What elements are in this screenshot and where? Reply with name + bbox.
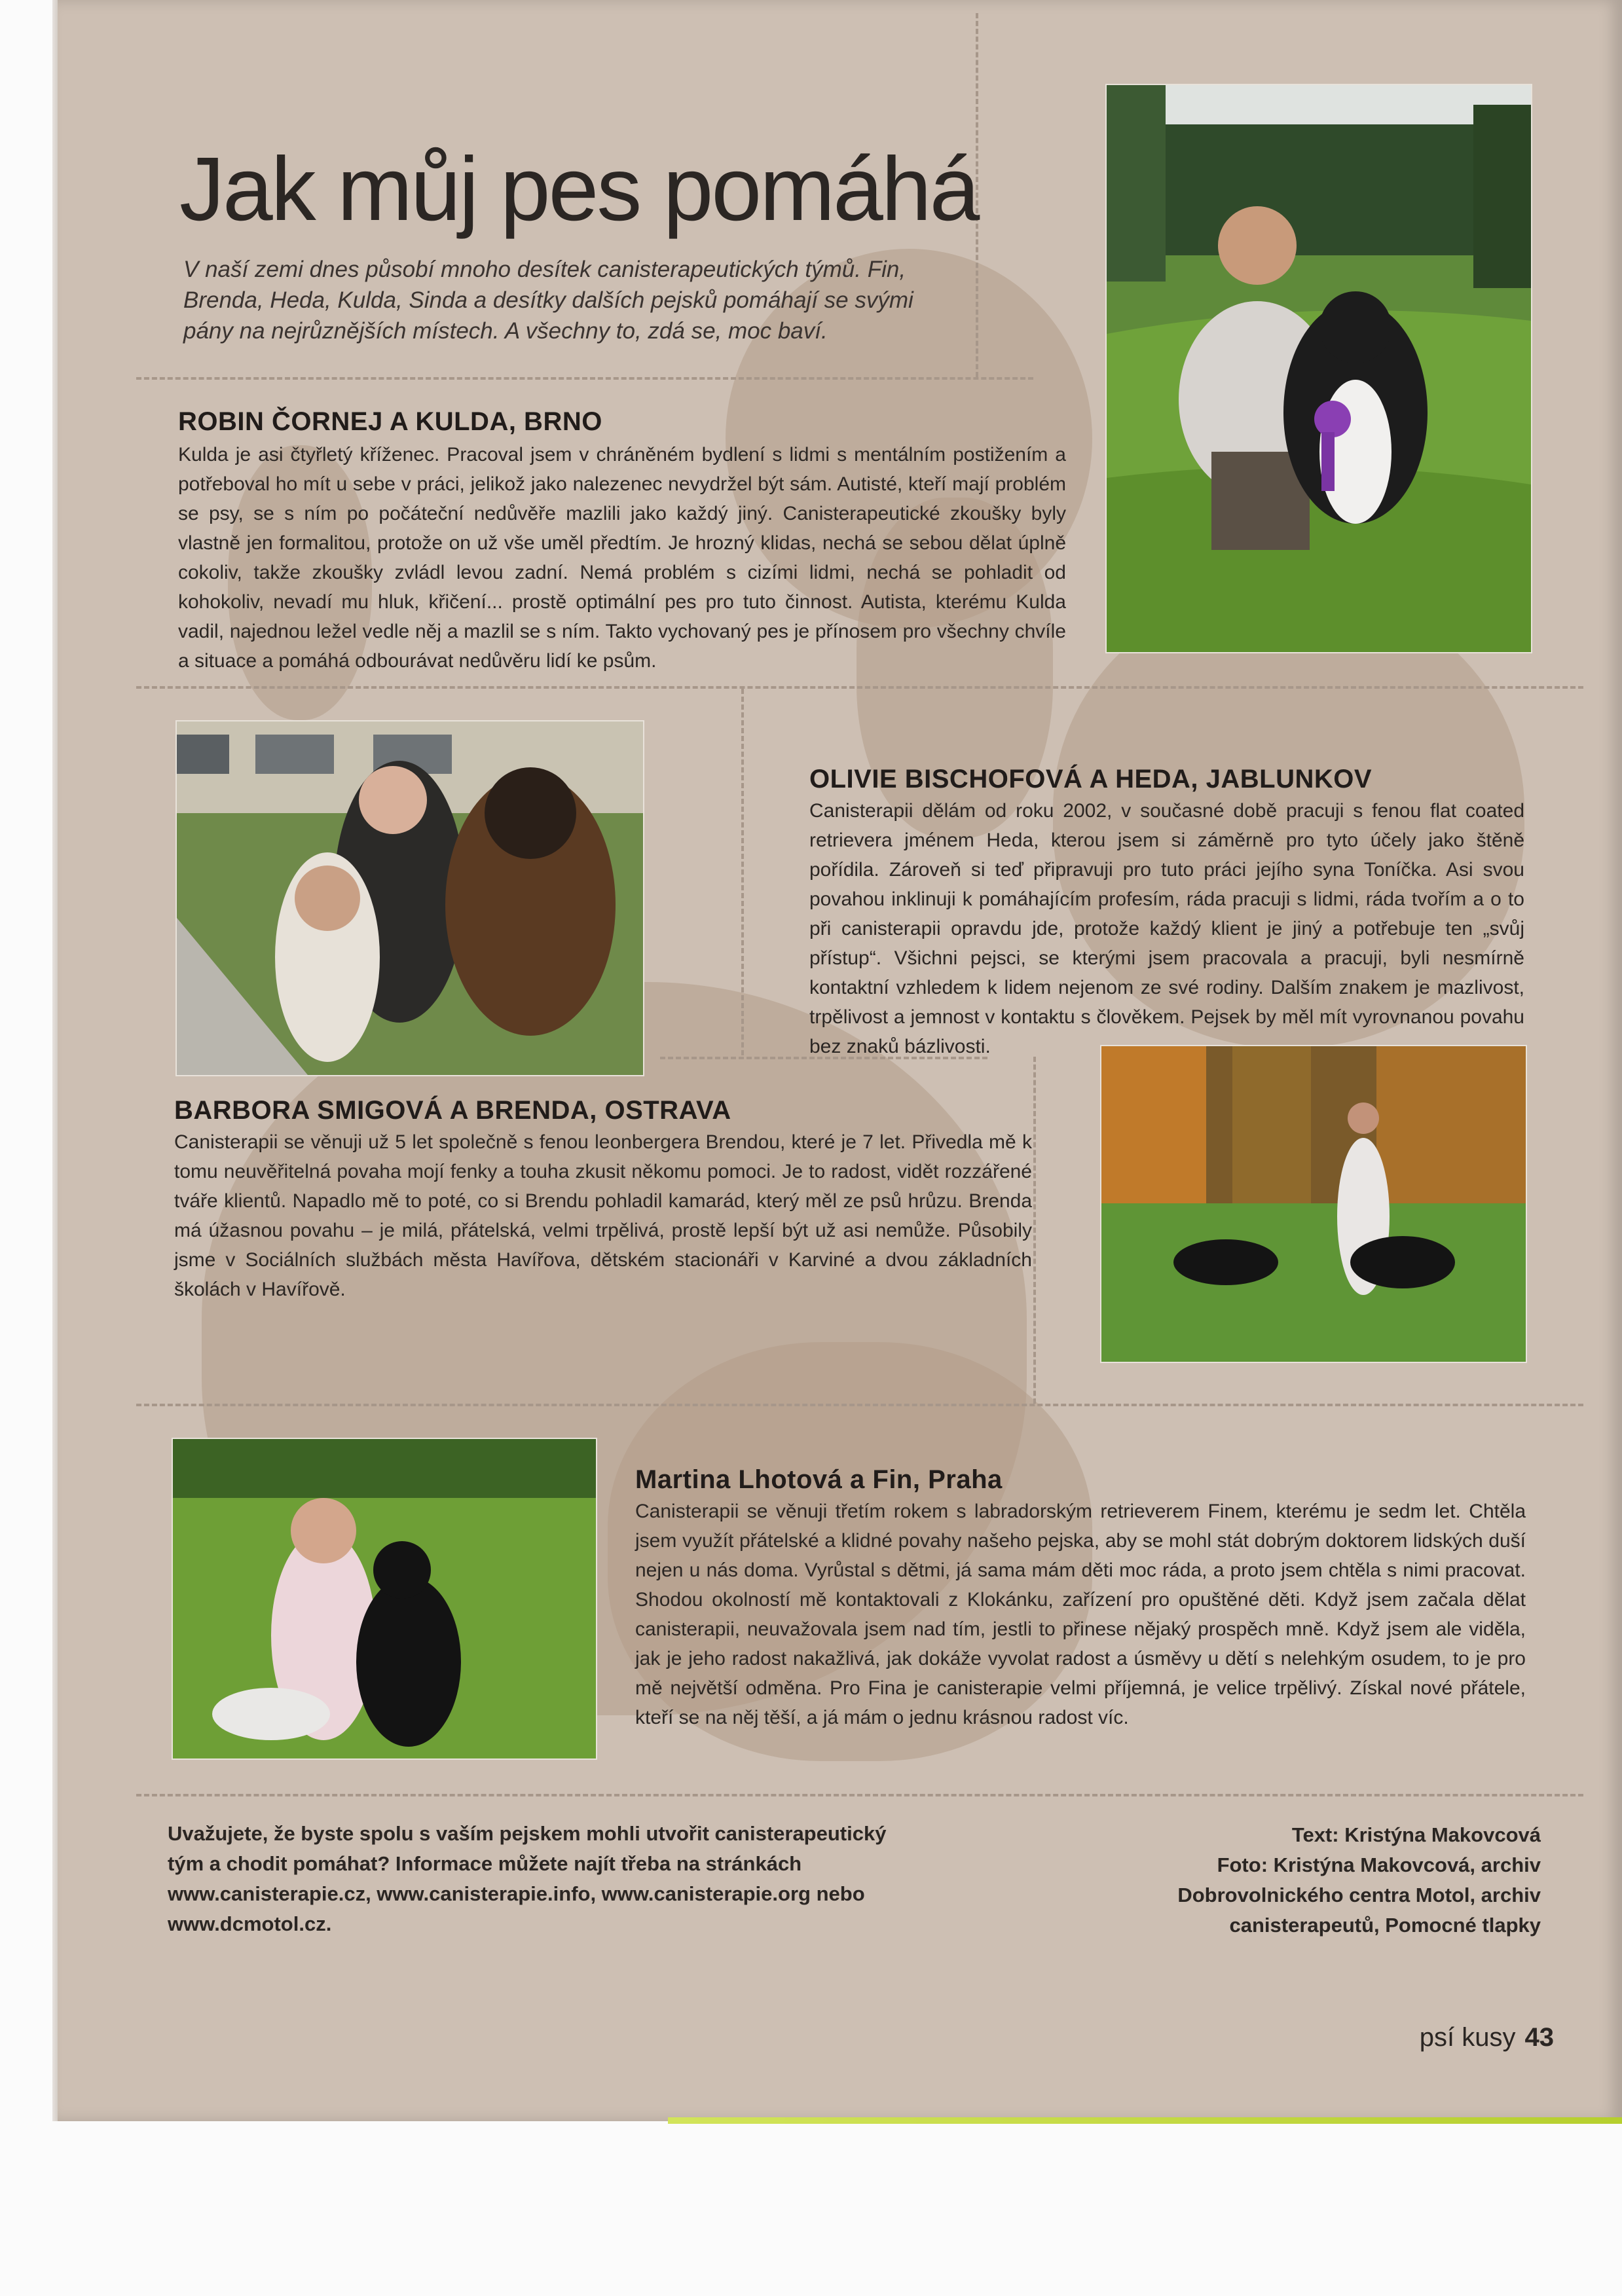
divider bbox=[136, 377, 1033, 380]
section-text-robin-kulda: Kulda je asi čtyřletý kříženec. Pracoval jsem v chráněném bydlení s lidmi s mentálním postižením a potřeboval ho mít u sebe v práci, jelikož jako nalezenec nevydržel být sám. Autisté, kteří mají problém se psy, se s ním po počáteční nedůvěře mazlili jako každý jiný. Canisterapeutické zkoušky byly vlastně jen formalitou, protože on už vše uměl předtím. Je hrozný klidas, nechá se sebou dělat úplně cokoliv, takže zkoušky zvládl levou zadní. Nemá problém s cizími lidmi, nechá se pohladit od kohokoliv, nevadí mu hluk, křičení... prostě optimální pes pro tuto činnost. Autista, kterému Kulda vadil, najednou ležel vedle něj a mazlil se s ním. Takto vychovaný pes je přínosem pro všechny chvíle a situace a pomáhá odbourávat nedůvěru lidí ke psům. bbox=[178, 444, 1066, 672]
divider bbox=[1033, 1057, 1036, 1404]
section-heading-martina-fin: Martina Lhotová a Fin, Praha bbox=[635, 1465, 1003, 1494]
page-number: 43 bbox=[1524, 2023, 1554, 2052]
article-title: Jak můj pes pomáhá bbox=[179, 139, 978, 240]
section-heading-olivie-heda: OLIVIE BISCHOFOVÁ A HEDA, JABLUNKOV bbox=[809, 765, 1373, 793]
info-note: Uvažujete, že byste spolu s vaším pejskem mohli utvořit canisterapeutický tým a chodit pomáhat? Informace můžete najít třeba na stránkách www.canisterapie.cz, www.canisterapie.info, www.canisterapie.org nebo www.dcmotol.cz. bbox=[168, 1822, 887, 1935]
photo-robin-kulda bbox=[1105, 84, 1532, 653]
section-text-barbora-brenda: Canisterapii se věnuji už 5 let společně s fenou leonbergera Brendou, které je 7 let. Přivedla mě k tomu neuvěřitelná povaha mojí fenky a touha zkusit někomu pomoci. Je to radost, vidět rozzářené tváře klientů. Napadlo mě to poté, co si Brendu pohladil kamarád, který měl ze psů hrůzu. Brenda má úžasnou povahu – je milá, přátelská, velmi trpělivá, prostě lepší být už asi nemůže. Působily jsme v Sociálních službách města Havířova, dětském stacionáři v Karviné a dvou základních školách v Havířově. bbox=[174, 1131, 1032, 1300]
divider bbox=[136, 1404, 1583, 1406]
page-folio bbox=[1420, 2023, 1554, 2052]
credit-photo: Foto: Kristýna Makovcová, archiv bbox=[1217, 1853, 1541, 1876]
photo-martina-fin bbox=[172, 1438, 597, 1760]
divider bbox=[741, 689, 744, 1055]
section-text-olivie-heda: Canisterapii dělám od roku 2002, v současné době pracuji s fenou flat coated retrievera jménem Heda, kterou jsem si záměrně pro tyto účely jako štěně pořídila. Zároveň si teď připravuji pro tuto práci jejího syna Toníčka. Asi svou povahou inklinuji k pomáhajícím profesím, ráda pracuji s lidmi, ráda tvořím a o to při canisterapii opravdu jde, protože každý klient je jiný a potřebuje ten „svůj přístup“. Všichni pejsci, se kterými jsem pracovala a pracuji, byli nesmírně kontaktní vzhledem k lidem nejenom ze své rodiny. Dalším znakem je mazlivost, trpělivost a jemnost v kontaktu s člověkem. Pejsek by měl mít vyrovnanou povahu bez znaků bázlivosti. bbox=[809, 800, 1524, 1057]
credit-photo-cont: Dobrovolnického centra Motol, archiv bbox=[1177, 1884, 1541, 1906]
section-heading-robin-kulda: ROBIN ČORNEJ A KULDA, BRNO bbox=[178, 407, 602, 436]
section-heading-barbora-brenda: BARBORA SMIGOVÁ A BRENDA, OSTRAVA bbox=[174, 1096, 731, 1125]
credits bbox=[1069, 1820, 1541, 1941]
credit-text: Text: Kristýna Makovcová bbox=[1291, 1823, 1541, 1846]
credit-photo-cont2: canisterapeutů, Pomocné tlapky bbox=[1229, 1914, 1541, 1937]
divider bbox=[136, 686, 1583, 689]
divider bbox=[136, 1794, 1583, 1796]
photo-olivie-heda bbox=[1100, 1045, 1527, 1363]
section-text-martina-fin: Canisterapii se věnuji třetím rokem s labradorským retrieverem Finem, kterému je sedm let. Chtěla jsem využít přátelské a klidné povahy našeho pejska, aby se mohl stát dobrým doktorem lidských duší nejen u nás doma. Vyrůstal s dětmi, já sama mám děti moc ráda, a proto jsem chtěla s nimi pracovat. Shodou okolností mě kontaktovali z Klokánku, zařízení pro opuštěné děti. Když jsem začala dělat canisterapii, neuvažovala jsem nad tím, jestli to přinese nějaký prospěch mně. Když jsem ale viděla, jak je jeho radost nakažlivá, jak dokáže vyvolat radost a úsměvy u dětí s nelehkým osudem, to je pro mě největší odměna. Pro Fina je canisterapie velmi příjemná, je velice trpělivý. Získal nové přátele, kteří se na něj těší, a já mám o jednu krásnou radost víc. bbox=[635, 1501, 1526, 1728]
magazine-name: psí kusy bbox=[1419, 2023, 1516, 2052]
cover-edge bbox=[668, 2117, 1622, 2124]
article-lead: V naší zemi dnes působí mnoho desítek canisterapeutických týmů. Fin, Brenda, Heda, Kulda, Sinda a desítky dalších pejsků pomáhají se svými pány na nejrůznějších místech. A všechny to, zdá se, moc baví. bbox=[183, 257, 913, 344]
photo-barbora-brenda bbox=[175, 720, 644, 1076]
